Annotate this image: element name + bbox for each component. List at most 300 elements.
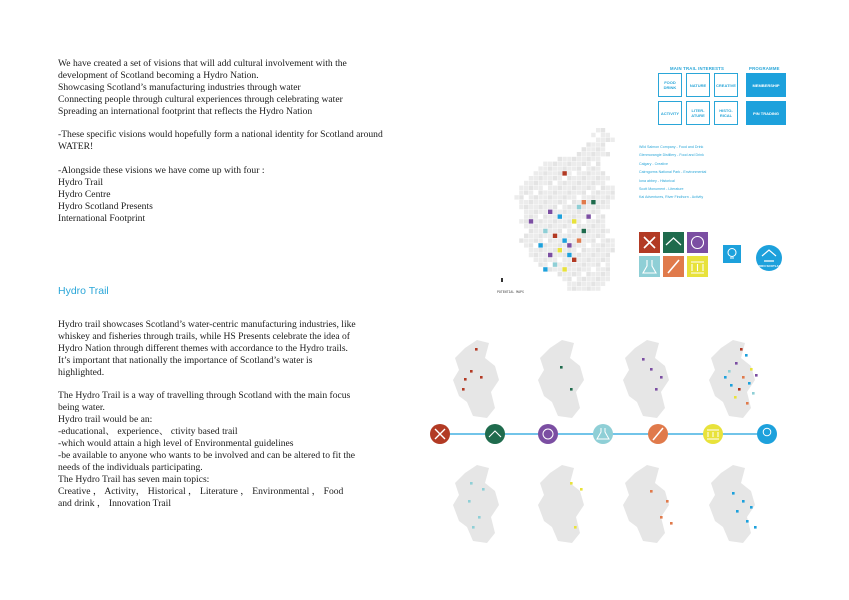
map-pixel [548,214,552,218]
map-pixel [596,224,600,228]
map-pixel [558,253,562,257]
map-pixel [577,272,581,276]
map-pixel [601,205,605,209]
map-pixel [591,133,595,137]
map-pixel [538,224,542,228]
map-marker [562,171,566,175]
map-pixel [562,262,566,266]
map-pixel [534,195,538,199]
map-pixel [606,205,610,209]
map-pixel [562,248,566,252]
map-pixel [538,195,542,199]
map-pixel [596,147,600,151]
legend-item: Calgary - Creative [639,161,668,166]
map-marker [480,376,483,379]
map-pixel [548,229,552,233]
map-pixel [582,190,586,194]
map-pixel [529,234,533,238]
map-pixel [567,267,571,271]
map-pixel [558,157,562,161]
map-pixel [586,262,590,266]
map-pixel [596,128,600,132]
map-marker [752,392,755,395]
map-pixel [577,243,581,247]
map-marker [538,243,542,247]
map-marker [660,516,663,519]
map-pixel [543,243,547,247]
map-pixel [577,224,581,228]
map-pixel [514,195,518,199]
map-pixel [548,205,552,209]
map-marker [572,258,576,262]
map-pixel [548,243,552,247]
map-pixel [567,205,571,209]
map-pixel [562,162,566,166]
map-marker [560,366,563,369]
map-pixel [524,219,528,223]
map-pixel [572,248,576,252]
map-pixel [586,171,590,175]
legend-item: Scott Monument - Literature [639,186,684,191]
map-pixel [524,224,528,228]
map-pixel [534,214,538,218]
map-pixel [606,267,610,271]
map-marker [748,382,751,385]
map-marker [475,348,478,351]
map-marker [558,214,562,218]
map-pixel [567,214,571,218]
map-pixel [601,234,605,238]
map-pixel [553,166,557,170]
programme-membership: MEMBERSHIP [746,73,786,97]
map-pixel [591,190,595,194]
map-pixel [538,248,542,252]
legend-item: Glenmorangie Distillery - Food and Drink [639,153,704,158]
map-pixel [577,286,581,290]
map-pixel [577,190,581,194]
programme-header: PROGRAMME [749,66,780,71]
map-marker [543,229,547,233]
map-pixel [601,243,605,247]
map-pixel [558,234,562,238]
map-pixel [572,210,576,214]
map-pixel [548,162,552,166]
map-pixel [582,205,586,209]
map-pixel [567,248,571,252]
map-pixel [519,190,523,194]
map-pixel [591,272,595,276]
map-pixel [596,243,600,247]
map-pixel [606,186,610,190]
map-marker [543,267,547,271]
map-pixel [591,186,595,190]
programme-pin-trading: PIN TRADING [746,101,786,125]
map-pixel [596,286,600,290]
map-pixel [572,282,576,286]
map-pixel [567,171,571,175]
bulb-icon [723,245,741,263]
map-pixel [577,234,581,238]
map-pixel [582,224,586,228]
mini-map-outline [709,340,755,418]
map-pixel [582,262,586,266]
cell-activity: ACTIVITY [658,101,682,125]
map-pixel [596,171,600,175]
map-marker [548,210,552,214]
map-pixel [548,186,552,190]
map-pixel [553,186,557,190]
map-pixel [558,166,562,170]
map-pixel [591,171,595,175]
map-pixel [577,258,581,262]
map-pixel [586,147,590,151]
map-pixel [591,253,595,257]
map-pixel [582,253,586,257]
fork-knife-icon [639,232,660,253]
map-pixel [562,258,566,262]
map-pixel [534,171,538,175]
map-pixel [577,200,581,204]
map-pixel [582,171,586,175]
map-pixel [586,162,590,166]
map-pixel [596,142,600,146]
map-pixel [548,195,552,199]
map-pixel [591,152,595,156]
map-pixel [596,219,600,223]
map-marker [574,526,577,529]
map-pixel [572,286,576,290]
map-pixel [577,162,581,166]
map-pixel [596,138,600,142]
map-pixel [591,282,595,286]
column-icon [687,256,708,277]
mini-map-outline [538,465,584,543]
flask-icon [639,256,660,277]
map-pixel [606,195,610,199]
map-pixel [577,277,581,281]
map-pixel [558,243,562,247]
map-pixel [586,142,590,146]
map-pixel [558,224,562,228]
map-pixel [553,248,557,252]
map-pixel [567,238,571,242]
map-marker [567,243,571,247]
map-marker [666,500,669,503]
map-marker [582,229,586,233]
intro-paragraph: We have created a set of visions that will add cultural involvement with the development of Scotland becoming a Hydro Nation. Showcasing Scotland’s manufacturing industries through water Connecting people through cultural experiences through celebrating water Spreading an international footprint that reflects the Hydro Nation -These specific visions would hopefully form a national identity for Scotland around WATER! -Alongside these visions we have come up with four : Hydro Trail Hydro Centre Hydro Scotland Presents International Footprint [58,58,383,224]
map-pixel [567,195,571,199]
map-pixel [577,282,581,286]
map-pixel [586,195,590,199]
map-pixel [606,277,610,281]
map-pixel [610,186,614,190]
map-pixel [591,142,595,146]
map-pixel [601,253,605,257]
map-marker [548,253,552,257]
cell-nature: NATURE [686,73,710,97]
map-pixel [586,205,590,209]
map-pixel [601,238,605,242]
map-pixel [567,190,571,194]
map-pixel [534,181,538,185]
map-pixel [610,195,614,199]
map-pixel [558,200,562,204]
map-pixel [601,248,605,252]
map-pixel [591,243,595,247]
map-pixel [606,229,610,233]
cell-historical: HISTO- RICAL [714,101,738,125]
map-pixel [558,229,562,233]
map-pixel [548,171,552,175]
map-pixel [601,195,605,199]
map-marker [732,492,735,495]
mini-map-outline [453,340,499,418]
map-pixel [524,181,528,185]
map-pixel [548,176,552,180]
map-pixel [548,234,552,238]
cell-creative: CREATIVE [714,73,738,97]
map-pixel [529,214,533,218]
map-pixel [601,224,605,228]
map-marker [470,370,473,373]
map-pixel [610,238,614,242]
map-pixel [558,210,562,214]
map-pixel [562,214,566,218]
flask-icon [593,424,613,444]
interests-header: MAIN TRAIL INTERESTS [670,66,725,71]
map-pixel [562,219,566,223]
map-pixel [553,229,557,233]
map-marker [470,482,473,485]
map-pixel [591,157,595,161]
map-pixel [543,176,547,180]
map-pixel [567,186,571,190]
map-pixel [586,286,590,290]
map-pixel [582,152,586,156]
map-pixel [524,205,528,209]
map-pixel [562,224,566,228]
map-pixel [577,267,581,271]
map-pixel [596,205,600,209]
map-pixel [567,282,571,286]
map-pixel [582,195,586,199]
map-pixel [582,176,586,180]
mini-map-outline [623,340,669,418]
map-pixel [519,238,523,242]
map-pixel [534,186,538,190]
map-pixel [586,258,590,262]
map-pixel [601,200,605,204]
cell-literature: LITER- ATURE [686,101,710,125]
map-pixel [538,234,542,238]
map-marker [750,506,753,509]
map-pixel [529,243,533,247]
map-pixel [601,214,605,218]
map-pixel [553,176,557,180]
map-pixel [582,181,586,185]
map-pixel [534,200,538,204]
map-pixel [553,224,557,228]
map-pixel [543,224,547,228]
paddle-icon [663,256,684,277]
map-pixel [577,214,581,218]
map-pixel [572,195,576,199]
map-pixel [534,258,538,262]
map-pixel [567,224,571,228]
map-pixel [586,186,590,190]
map-pixel [543,234,547,238]
map-pixel [529,205,533,209]
map-pixel [562,186,566,190]
mountain-icon [485,424,505,444]
map-marker [724,376,727,379]
map-pixel [577,262,581,266]
map-pixel [538,200,542,204]
map-pixel [577,229,581,233]
map-pixel [572,166,576,170]
map-pixel [534,229,538,233]
map-pixel [577,219,581,223]
map-pixel [586,166,590,170]
map-pixel [538,186,542,190]
map-pixel [591,219,595,223]
map-pixel [596,152,600,156]
map-pixel [519,186,523,190]
map-pixel [562,272,566,276]
map-pixel [572,243,576,247]
map-pixel [562,190,566,194]
map-pixel [558,262,562,266]
map-pixel [596,253,600,257]
map-pixel [529,229,533,233]
map-pixel [596,214,600,218]
map-pixel [601,171,605,175]
map-pixel [534,210,538,214]
map-marker [562,238,566,242]
map-pixel [606,253,610,257]
map-pixel [572,234,576,238]
map-pixel [534,224,538,228]
map-pixel [596,262,600,266]
map-marker [553,234,557,238]
map-pixel [582,186,586,190]
map-pixel [577,253,581,257]
map-pixel [553,243,557,247]
map-pixel [601,277,605,281]
map-pixel [572,176,576,180]
hydro-scotland-badge [755,245,784,271]
map-pixel [610,190,614,194]
map-pixel [591,224,595,228]
map-pixel [529,200,533,204]
map-pixel [596,277,600,281]
map-pixel [606,243,610,247]
map-marker [728,370,731,373]
map-pixel [606,258,610,262]
map-pixel [534,176,538,180]
map-pixel [591,229,595,233]
map-pixel [543,253,547,257]
map-pixel [591,238,595,242]
map-pixel [529,186,533,190]
map-pixel [591,147,595,151]
map-pixel [572,238,576,242]
map-pixel [538,258,542,262]
map-pixel [524,214,528,218]
map-pixel [591,181,595,185]
map-pixel [548,166,552,170]
map-pixel [567,234,571,238]
map-marker [738,388,741,391]
map-pixel [538,171,542,175]
map-pixel [543,214,547,218]
map-pixel [586,272,590,276]
map-pixel [606,248,610,252]
map-marker [650,490,653,493]
legend-item: Iona abbey - Historical [639,178,675,183]
map-pixel [572,157,576,161]
map-pixel [596,272,600,276]
map-pixel [553,238,557,242]
map-marker [572,219,576,223]
map-pixel [582,234,586,238]
map-pixel [601,272,605,276]
mini-map-outline [453,465,499,543]
hydro-trail-paragraph: Hydro trail showcases Scotland’s water-centric manufacturing industries, like whiskey and fisheries through trails, while HS Presents celebrate the idea of Hydro Nation through different themes with accordance to the Hydro trails. It’s important that nationally the importance of Scotland’s water is highlighted. The Hydro Trail is a way of travelling through Scotland with the main focus being water. Hydro trail would be an: -educational、 experience、 ctivity based trail -which would attain a high level of Environmental guidelines -be available to anyone who wants to be involved and can be altered to fit the needs of the individuals participating. The Hydro Trail has seven main topics: Creative ， Activity， Historical ， Literature ， Environmental ， Food and drink ， Innovation Trail [58,319,356,509]
map-pixel [548,248,552,252]
map-pixel [577,152,581,156]
map-pixel [601,142,605,146]
map-pixel [553,210,557,214]
map-pixel [601,176,605,180]
map-pixel [543,162,547,166]
map-pixel [567,277,571,281]
map-pixel [572,272,576,276]
map-marker [553,262,557,266]
map-pixel [586,248,590,252]
map-marker [730,384,733,387]
map-pixel [543,190,547,194]
map-pixel [572,186,576,190]
mini-map-outline [623,465,669,543]
map-pixel [553,258,557,262]
map-pixel [553,267,557,271]
map-pixel [548,181,552,185]
map-pixel [591,166,595,170]
map-pixel [577,157,581,161]
map-legend [639,145,706,204]
map-pixel [586,277,590,281]
map-marker [586,214,590,218]
map-pixel [524,186,528,190]
map-pixel [519,205,523,209]
map-marker [742,500,745,503]
map-pixel [548,267,552,271]
map-pixel [548,224,552,228]
map-pixel [601,152,605,156]
map-pixel [582,210,586,214]
map-pixel [538,205,542,209]
map-pixel [582,258,586,262]
map-pixel [553,253,557,257]
map-pixel [577,176,581,180]
map-marker [650,368,653,371]
map-pixel [543,195,547,199]
map-marker [660,376,663,379]
map-pixel [606,238,610,242]
map-marker [567,253,571,257]
map-pixel [591,286,595,290]
